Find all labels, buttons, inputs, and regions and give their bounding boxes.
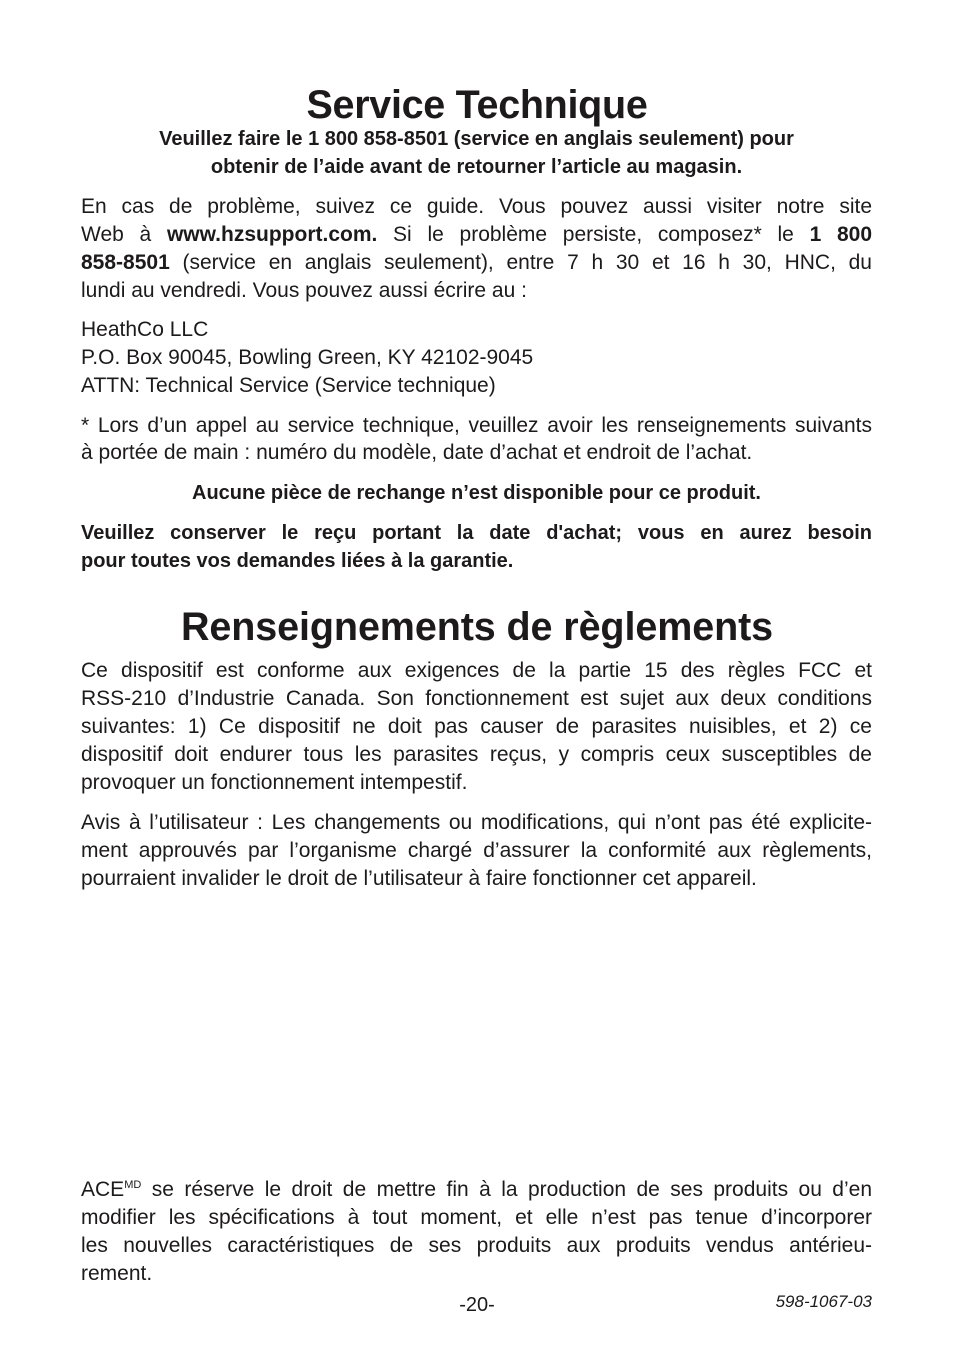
parts-notice	[81, 479, 872, 507]
guide-text: Web à	[81, 223, 167, 246]
guide-line	[81, 249, 872, 277]
compliance-line: provoquer un fonctionnement intempestif.	[81, 771, 468, 794]
support-phone: 858-8501	[81, 251, 170, 274]
receipt-notice	[81, 519, 872, 575]
brand-name: ACE	[81, 1178, 125, 1201]
guide-line: lundi au vendredi. Vous pouvez aussi écrire au :	[81, 279, 527, 302]
compliance-line: RSS-210 d’Industrie Canada. Son fonctionnement est sujet aux deux conditions	[81, 687, 872, 710]
support-guide-paragraph	[81, 193, 872, 305]
compliance-line: suivantes: 1) Ce dispositif ne doit pas causer de parasites nuisibles, et 2) ce	[81, 715, 872, 738]
disclaimer-line: rement.	[81, 1262, 153, 1285]
receipt-notice-line: pour toutes vos demandes liées à la garantie.	[81, 550, 514, 572]
service-notice	[81, 125, 872, 181]
compliance-line: dispositif doit endurer tous les parasites reçus, y compris ceux susceptibles de	[81, 743, 872, 766]
parts-notice-line: Aucune pièce de rechange n’est disponible pour ce produit.	[192, 482, 761, 504]
guide-text: Si le problème persiste, composez* le	[377, 223, 810, 246]
disclaimer-line	[81, 1176, 872, 1204]
user-notice-line: ment approuvés par l’organisme chargé d’assurer la conformité aux règlements,	[81, 839, 872, 862]
address-line: ATTN: Technical Service (Service technique)	[81, 374, 496, 397]
guide-line: En cas de problème, suivez ce guide. Vous pouvez aussi visiter notre site	[81, 195, 872, 218]
support-website: www.hzsupport.com.	[166, 223, 378, 246]
disclaimer-text: se réserve le droit de mettre fin à la production de ses produits ou d’en	[141, 1178, 872, 1201]
user-notice-paragraph	[81, 809, 872, 893]
disclaimer-paragraph	[81, 1176, 872, 1288]
user-notice-line: pourraient invalider le droit de l’utilisateur à faire fonctionner cet appareil.	[81, 867, 757, 890]
regulatory-title: Renseignements de règlements	[180, 605, 774, 649]
guide-text: (service en anglais seulement), entre 7 h 30 et 16 h 30, HNC, du	[169, 251, 872, 274]
guide-line	[81, 221, 872, 249]
footnote-line: à portée de main : numéro du modèle, date d’achat et endroit de l’achat.	[81, 441, 753, 464]
compliance-line: Ce dispositif est conforme aux exigences de la partie 15 des règles FCC et	[81, 659, 872, 682]
service-title: Service Technique	[306, 83, 648, 127]
footnote-line: * Lors d’un appel au service technique, veuillez avoir les renseignements suivants	[81, 414, 872, 437]
service-footnote	[81, 412, 872, 466]
service-notice-line: Veuillez faire le 1 800 858-8501 (service en anglais seulement) pour	[159, 128, 794, 150]
user-notice-line: Avis à l’utilisateur : Les changements ou modifications, qui n’ont pas été explicite-	[81, 811, 872, 834]
disclaimer-line: les nouvelles caractéristiques de ses produits aux produits vendus antérieu-	[81, 1234, 872, 1257]
page-number: -20-	[459, 1294, 495, 1316]
mailing-address	[81, 316, 872, 400]
document-number: 598-1067-03	[775, 1292, 872, 1311]
support-phone: 1 800	[809, 223, 873, 246]
trademark-mark: MD	[124, 1179, 142, 1191]
disclaimer-line: modifier les spécifications à tout moment, et elle n’est pas tenue d’incorporer	[81, 1206, 872, 1229]
compliance-paragraph	[81, 657, 872, 797]
service-notice-line: obtenir de l’aide avant de retourner l’article au magasin.	[210, 156, 743, 178]
address-line: P.O. Box 90045, Bowling Green, KY 42102-9045	[81, 346, 534, 369]
receipt-notice-line: Veuillez conserver le reçu portant la date d'achat; vous en aurez besoin	[81, 522, 872, 544]
address-line: HeathCo LLC	[81, 318, 209, 341]
